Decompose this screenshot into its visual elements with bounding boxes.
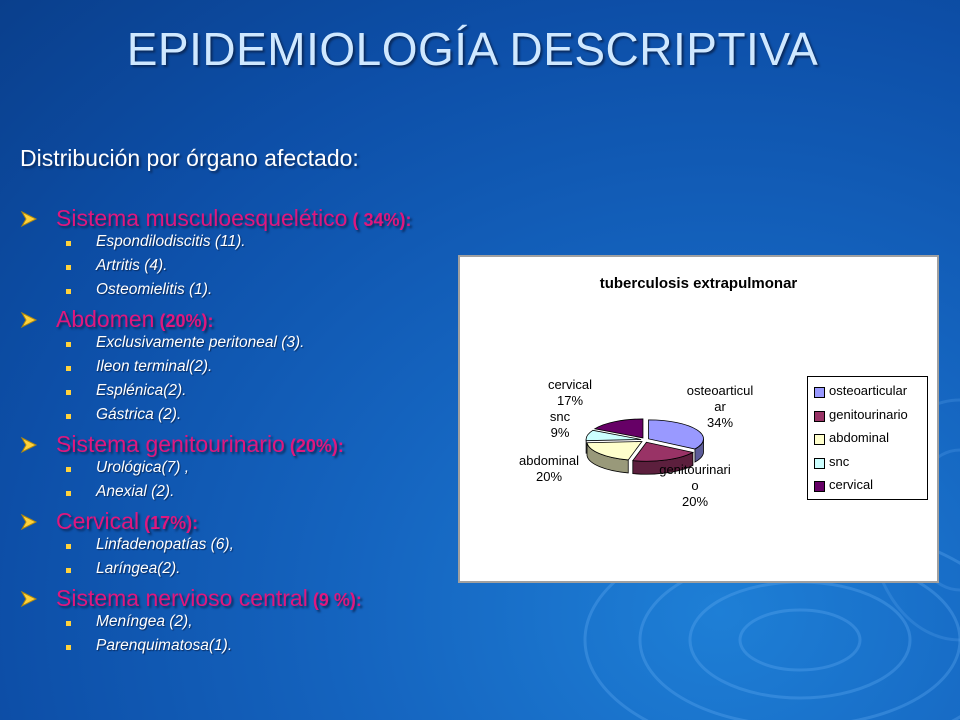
pie-label-line: 20% — [535, 469, 563, 484]
sub-item-text: Urológica(7) , — [96, 459, 190, 476]
pie-label-abdominal — [504, 453, 594, 485]
sub-item-text: Gástrica (2). — [96, 406, 182, 423]
square-bullet-icon — [66, 621, 71, 626]
legend-label: snc — [829, 453, 850, 469]
square-bullet-icon — [66, 467, 71, 472]
pie-label-line: 34% — [706, 415, 734, 430]
sub-item-text: Ileon terminal(2). — [96, 358, 213, 375]
square-bullet-icon — [66, 289, 71, 294]
sub-item — [20, 458, 450, 482]
pie-label-genitourinario — [650, 462, 740, 510]
category-percent: ( 34%): — [347, 210, 412, 230]
sub-item — [20, 232, 450, 256]
category-label — [56, 431, 344, 458]
legend-label: abdominal — [829, 430, 889, 445]
legend-swatch — [814, 458, 825, 469]
sub-item — [20, 280, 450, 304]
sub-item — [20, 405, 450, 429]
category-heading — [20, 585, 450, 612]
category-name: Cervical — [56, 508, 140, 534]
pie-label-line: o — [691, 478, 699, 493]
arrow-bullet-icon — [20, 513, 38, 531]
category-percent: (17%): — [139, 513, 199, 533]
sub-item-text: Laríngea(2). — [96, 560, 181, 577]
sub-item-text: Esplénica(2). — [96, 382, 187, 399]
pie-label-line: cervical — [547, 377, 593, 392]
pie-chart-panel — [458, 255, 939, 583]
sub-item-text: Anexial (2). — [96, 483, 175, 500]
arrow-bullet-icon — [20, 436, 38, 454]
sub-item — [20, 333, 450, 357]
pie-label-line: osteoarticul — [686, 383, 754, 398]
category-name: Sistema musculoesquelético — [56, 205, 348, 231]
square-bullet-icon — [66, 414, 71, 419]
square-bullet-icon — [66, 645, 71, 650]
square-bullet-icon — [66, 342, 71, 347]
square-bullet-icon — [66, 390, 71, 395]
arrow-bullet-icon — [20, 590, 38, 608]
square-bullet-icon — [66, 366, 71, 371]
category-label — [56, 585, 362, 612]
sub-item — [20, 381, 450, 405]
category-name: Abdomen — [56, 306, 155, 332]
pie-label-line: 17% — [556, 393, 584, 408]
pie-label-line: abdominal — [519, 453, 579, 468]
legend-swatch — [814, 481, 825, 492]
pie-label-line: ar — [714, 399, 726, 414]
category-heading — [20, 306, 450, 333]
category-heading — [20, 508, 450, 535]
legend-swatch — [814, 411, 825, 422]
square-bullet-icon — [66, 568, 71, 573]
category-percent: (20%): — [154, 311, 214, 331]
pie-label-line: snc — [549, 409, 571, 424]
square-bullet-icon — [66, 265, 71, 270]
category-heading — [20, 431, 450, 458]
square-bullet-icon — [66, 544, 71, 549]
square-bullet-icon — [66, 241, 71, 246]
sub-item — [20, 559, 450, 583]
sub-item — [20, 256, 450, 280]
sub-item-text: Meníngea (2), — [96, 613, 193, 630]
sub-item — [20, 357, 450, 381]
sub-item-text: Parenquimatosa(1). — [96, 637, 233, 654]
category-label — [56, 205, 412, 232]
category-percent: (9 %): — [307, 590, 362, 610]
slide-subtitle: Distribución por órgano afectado: — [20, 145, 359, 171]
sub-item-text: Osteomielitis (1). — [96, 281, 213, 298]
sub-item-text: Linfadenopatías (6), — [96, 536, 234, 553]
legend-swatch — [814, 387, 825, 398]
pie-label-osteoarticular — [680, 383, 760, 431]
chart-title: tuberculosis extrapulmonar — [599, 275, 798, 292]
sub-item — [20, 482, 450, 506]
legend-label: cervical — [829, 477, 874, 492]
square-bullet-icon — [66, 491, 71, 496]
category-heading — [20, 205, 450, 232]
category-percent: (20%): — [284, 436, 344, 456]
chart-legend — [807, 376, 928, 500]
pie-label-line: 9% — [550, 425, 570, 440]
sub-item — [20, 636, 450, 660]
slide-title: EPIDEMIOLOGÍA DESCRIPTIVA — [126, 23, 819, 75]
sub-item-text: Exclusivamente peritoneal (3). — [96, 334, 305, 351]
pie-label-line: genitourinari — [659, 462, 731, 477]
organ-distribution-list — [20, 205, 450, 660]
sub-item — [20, 535, 450, 559]
category-label — [56, 508, 198, 535]
category-name: Sistema genitourinario — [56, 431, 285, 457]
arrow-bullet-icon — [20, 311, 38, 329]
sub-item-text: Espondilodiscitis (11). — [96, 233, 246, 250]
pie-label-snc — [540, 409, 580, 441]
category-name: Sistema nervioso central — [56, 585, 308, 611]
legend-label: genitourinario — [829, 406, 908, 422]
sub-item-text: Artritis (4). — [96, 257, 168, 274]
sub-item — [20, 612, 450, 636]
pie-label-line: 20% — [681, 494, 709, 509]
category-label — [56, 306, 213, 333]
legend-swatch — [814, 434, 825, 445]
legend-label: osteoarticular — [829, 383, 908, 398]
pie-label-cervical — [540, 377, 600, 409]
arrow-bullet-icon — [20, 210, 38, 228]
